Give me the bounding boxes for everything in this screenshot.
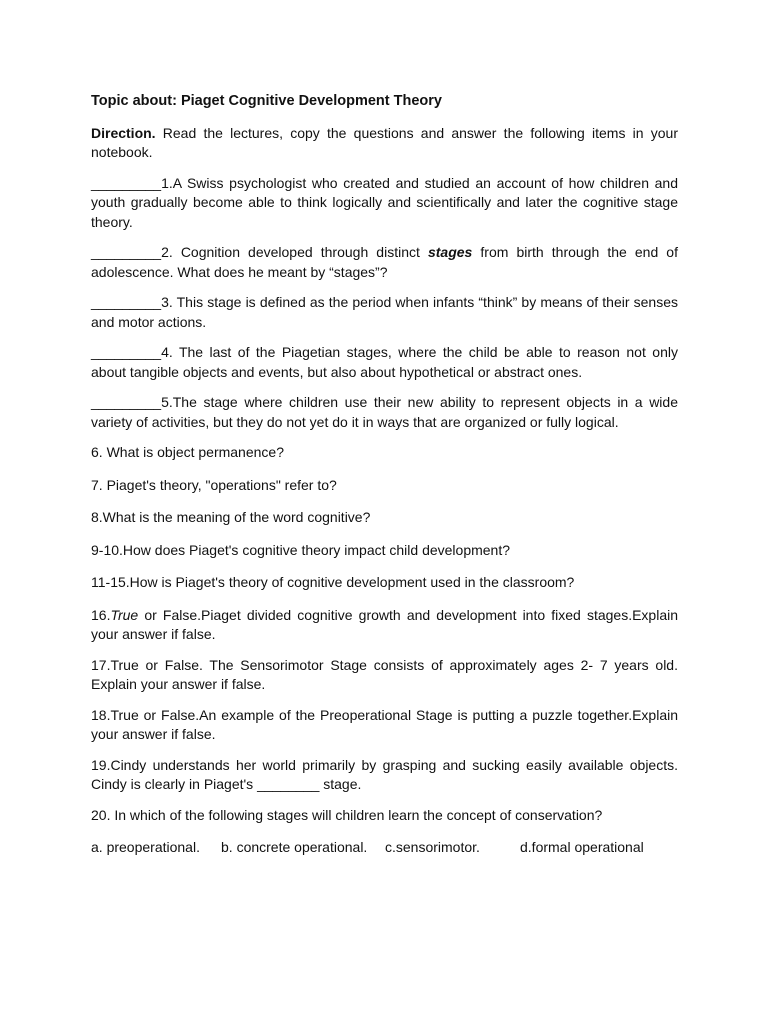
question-3: _________3. This stage is defined as the period when infants “think” by means of their senses and motor actions.	[91, 294, 678, 330]
direction-text: Read the lectures, copy the questions and answer the following items in your notebook.	[91, 124, 678, 160]
question-20: 20. In which of the following stages will children learn the concept of conservation?	[91, 806, 603, 823]
direction-paragraph	[91, 124, 678, 163]
question-16-emphasis: True	[110, 606, 139, 623]
question-16-rest: or False.Piaget divided cognitive growth and development into fixed stages.Explain your answer if false.	[91, 606, 678, 642]
question-2-after: from birth through the end of adolescence. What does he meant by “stages”?	[91, 244, 678, 280]
question-8: 8.What is the meaning of the word cognitive?	[91, 509, 371, 525]
answer-choices	[91, 838, 678, 858]
question-16-prefix: 16.	[91, 606, 111, 623]
choice-a: a. preoperational.	[91, 839, 200, 855]
choice-d: d.formal operational	[520, 839, 644, 855]
question-1: _________1.A Swiss psychologist who created and studied an account of how children and youth gradually become able to think logically and scientifically and later the cognitive stage theory.	[91, 174, 678, 230]
direction-label: Direction.	[91, 124, 156, 141]
question-17: 17.True or False. The Sensorimotor Stage consists of approximately ages 2- 7 years old. Explain your answer if false.	[91, 656, 678, 692]
document-title: Topic about: Piaget Cognitive Development Theory	[91, 93, 442, 109]
document-content	[91, 92, 678, 858]
question-16	[91, 606, 678, 645]
choice-b: b. concrete operational.	[221, 839, 368, 855]
question-6: 6. What is object permanence?	[91, 444, 284, 460]
question-4: _________4. The last of the Piagetian stages, where the child be able to reason not only about tangible objects and events, but also about hypothetical or abstract ones.	[91, 344, 678, 380]
question-2	[91, 243, 678, 282]
choice-c: c.sensorimotor.	[385, 839, 480, 855]
question-11-15: 11-15.How is Piaget's theory of cognitive development used in the classroom?	[91, 574, 575, 590]
question-5: _________5.The stage where children use their new ability to represent objects in a wide variety of activities, but they do not yet do it in ways that are organized or fully logical.	[91, 394, 678, 430]
question-9-10: 9-10.How does Piaget's cognitive theory impact child development?	[91, 541, 511, 558]
question-19: 19.Cindy understands her world primarily by grasping and sucking easily available objects. Cindy is clearly in Piaget's ________ stage.	[91, 756, 678, 792]
question-18: 18.True or False.An example of the Preoperational Stage is putting a puzzle together.Explain your answer if false.	[91, 706, 678, 742]
question-2-emphasis: stages	[427, 244, 473, 260]
question-7: 7. Piaget's theory, "operations" refer to?	[91, 476, 337, 493]
question-2-before: _________2. Cognition developed through distinct	[91, 244, 428, 260]
